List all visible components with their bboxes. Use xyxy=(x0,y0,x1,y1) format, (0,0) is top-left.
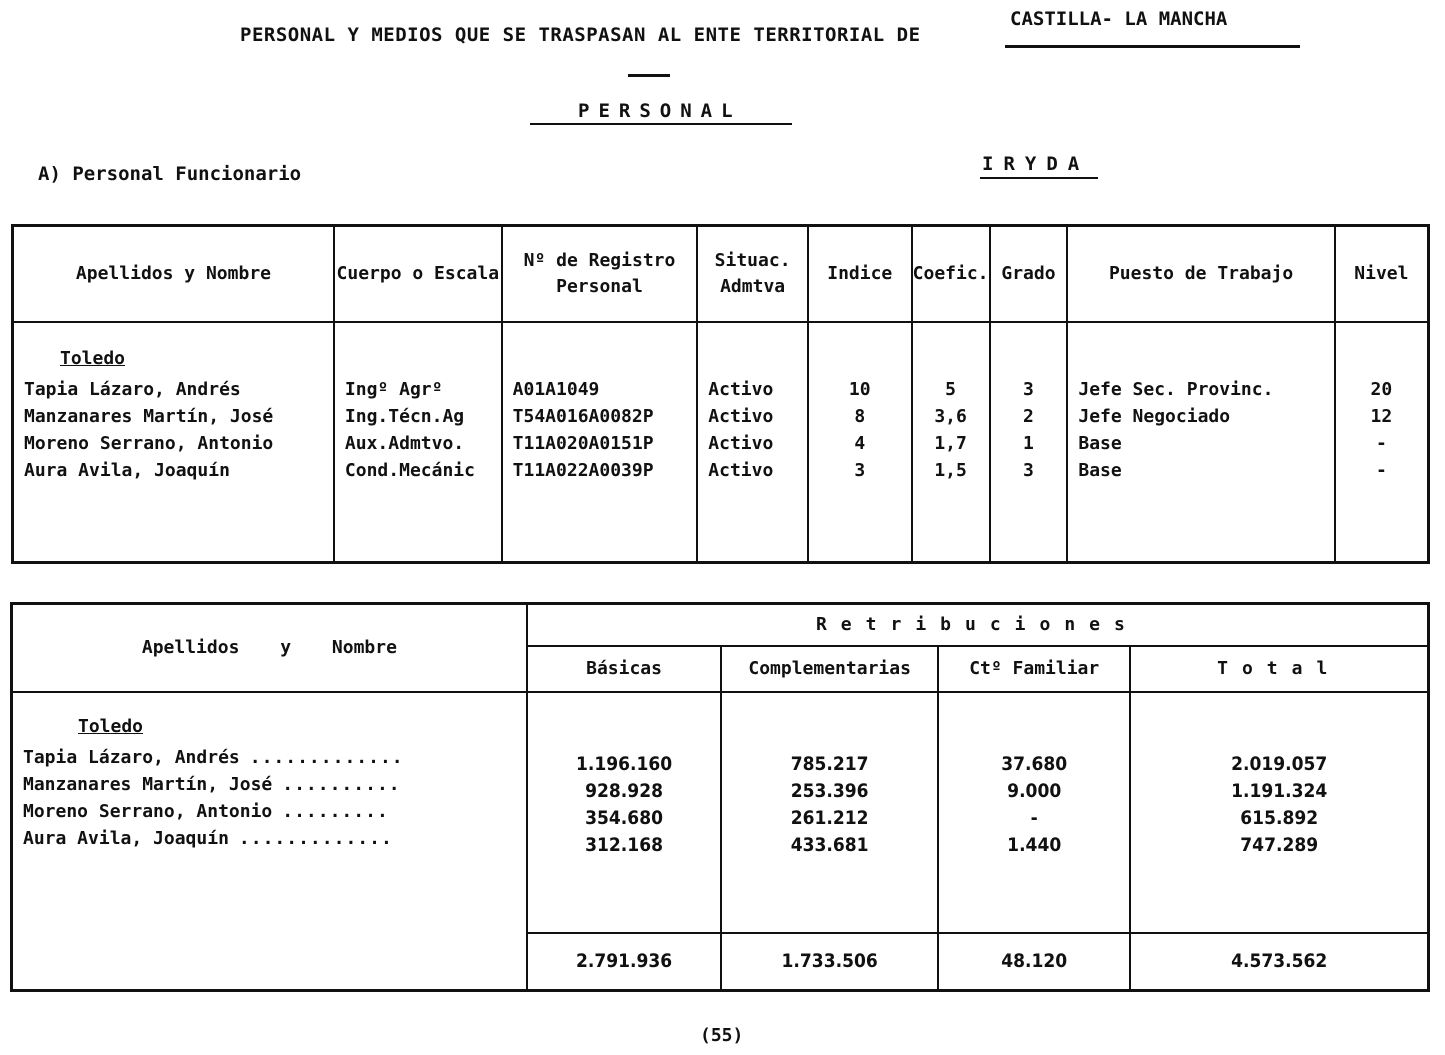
familiar-column xyxy=(938,692,1130,934)
table-row: Aura Avila, Joaquín xyxy=(24,460,230,481)
salary-group-header-row xyxy=(12,604,1429,646)
coeficiente-column xyxy=(912,322,990,563)
cell-registro: T11A022A0039P xyxy=(512,460,654,481)
header-coeficiente: Coefic. xyxy=(912,226,990,323)
cell-puesto: Base xyxy=(1078,433,1122,454)
cell-basicas: 928.928 xyxy=(585,779,663,802)
cell-indice: 10 xyxy=(848,379,871,400)
header-total: Total xyxy=(1130,646,1428,692)
row-name: Tapia Lázaro, Andrés xyxy=(23,746,240,768)
cell-familiar: - xyxy=(1030,806,1038,829)
cell-complementarias: 261.212 xyxy=(790,806,869,829)
table-row xyxy=(23,771,526,798)
header-name: Apellidos y Nombre xyxy=(12,604,527,692)
cell-puesto: Base xyxy=(1078,460,1122,481)
leader-dots: ......... xyxy=(282,800,389,822)
cell-nivel: 12 xyxy=(1370,406,1393,427)
header-indice: Indice xyxy=(808,226,912,323)
header-complementarias: Complementarias xyxy=(721,646,938,692)
nivel-column xyxy=(1335,322,1429,563)
situacion-column xyxy=(697,322,808,563)
row-name: Moreno Serrano, Antonio xyxy=(23,800,273,822)
cell-coeficiente: 1,5 xyxy=(934,460,967,481)
salary-table-body xyxy=(12,692,1429,934)
cell-total: 615.892 xyxy=(1240,806,1319,829)
cell-situacion: Activo xyxy=(708,379,774,400)
header-retribuciones: Retribuciones xyxy=(527,604,1429,646)
header-familiar: Ctº Familiar xyxy=(938,646,1130,692)
indice-column xyxy=(808,322,912,563)
staff-table xyxy=(11,224,1430,564)
document-title: PERSONAL Y MEDIOS QUE SE TRASPASAN AL ENTE TERRITORIAL DE xyxy=(240,24,921,46)
cell-indice: 8 xyxy=(854,406,866,427)
names-column xyxy=(13,322,334,563)
header-grado: Grado xyxy=(990,226,1068,323)
region-name: CASTILLA- LA MANCHA xyxy=(1010,8,1228,30)
cell-coeficiente: 1,7 xyxy=(934,433,967,454)
puesto-column xyxy=(1067,322,1334,563)
staff-table-header xyxy=(13,226,1429,323)
cell-registro: T11A020A0151P xyxy=(512,433,654,454)
cell-indice: 4 xyxy=(854,433,866,454)
header-cuerpo: Cuerpo o Escala xyxy=(334,226,502,323)
location-subheading: Toledo xyxy=(78,715,144,737)
cell-basicas: 312.168 xyxy=(585,833,663,856)
cell-familiar: 9.000 xyxy=(1007,779,1062,802)
location-subheading: Toledo xyxy=(60,348,126,369)
cell-cuerpo: Cond.Mecánic xyxy=(344,460,475,481)
header-name: Apellidos y Nombre xyxy=(13,226,334,323)
page-number: (55) xyxy=(700,1025,744,1046)
header-nivel: Nivel xyxy=(1335,226,1429,323)
table-row: Tapia Lázaro, Andrés xyxy=(24,379,241,400)
organization-name: IRYDA xyxy=(982,153,1090,175)
header-registro: Nº de Registro Personal xyxy=(502,226,698,323)
cell-situacion: Activo xyxy=(708,460,774,481)
header-basicas: Básicas xyxy=(527,646,721,692)
cell-situacion: Activo xyxy=(708,433,774,454)
region-underline xyxy=(1005,45,1300,48)
cell-complementarias: 433.681 xyxy=(790,833,869,856)
cell-cuerpo: Ingº Agrº xyxy=(344,379,443,400)
cell-coeficiente: 5 xyxy=(945,379,956,400)
grado-column xyxy=(990,322,1068,563)
cell-grado: 3 xyxy=(1023,460,1034,481)
cell-indice: 3 xyxy=(854,460,866,481)
names-column xyxy=(12,692,527,991)
total-familiar: 48.120 xyxy=(938,933,1130,991)
total-column xyxy=(1130,692,1428,934)
leader-dots: .......... xyxy=(282,773,401,795)
cell-familiar: 37.680 xyxy=(1001,752,1068,775)
table-row xyxy=(23,744,526,771)
cell-registro: T54A016A0082P xyxy=(512,406,654,427)
salary-table xyxy=(10,602,1430,992)
cell-situacion: Activo xyxy=(708,406,774,427)
table-row xyxy=(23,798,526,825)
table-row xyxy=(23,825,526,852)
cell-coeficiente: 3,6 xyxy=(934,406,967,427)
row-name: Manzanares Martín, José xyxy=(23,773,273,795)
cell-total: 747.289 xyxy=(1240,833,1319,856)
cell-cuerpo: Ing.Técn.Ag xyxy=(344,406,465,427)
table-row: Moreno Serrano, Antonio xyxy=(24,433,274,454)
row-name: Aura Avila, Joaquín xyxy=(23,827,229,849)
section-heading: PERSONAL xyxy=(578,100,742,122)
basicas-column xyxy=(527,692,721,934)
cell-grado: 3 xyxy=(1023,379,1034,400)
total-complementarias: 1.733.506 xyxy=(721,933,938,991)
complementarias-column xyxy=(721,692,938,934)
cell-cuerpo: Aux.Admtvo. xyxy=(344,433,465,454)
cell-grado: 1 xyxy=(1023,433,1034,454)
leader-dots: ............. xyxy=(249,746,404,768)
leader-dots: ............. xyxy=(238,827,393,849)
staff-table-body xyxy=(13,322,1429,563)
cell-familiar: 1.440 xyxy=(1007,833,1062,856)
cell-registro: A01A1049 xyxy=(512,379,600,400)
cell-nivel: - xyxy=(1375,460,1387,481)
cell-total: 1.191.324 xyxy=(1231,779,1328,802)
cell-basicas: 1.196.160 xyxy=(575,752,673,775)
cell-grado: 2 xyxy=(1023,406,1034,427)
header-situacion: Situac. Admtva xyxy=(697,226,808,323)
cell-puesto: Jefe Sec. Provinc. xyxy=(1078,379,1274,400)
separator-dash xyxy=(628,74,670,77)
cell-complementarias: 253.396 xyxy=(790,779,869,802)
organization-underline xyxy=(980,177,1098,179)
cell-puesto: Jefe Negociado xyxy=(1078,406,1231,427)
registro-column xyxy=(502,322,698,563)
subsection-title: A) Personal Funcionario xyxy=(38,163,302,185)
cell-nivel: - xyxy=(1375,433,1387,454)
table-row: Manzanares Martín, José xyxy=(24,406,274,427)
cell-total: 2.019.057 xyxy=(1231,752,1328,775)
grand-total: 4.573.562 xyxy=(1130,933,1428,991)
section-underline xyxy=(530,123,792,125)
total-basicas: 2.791.936 xyxy=(527,933,721,991)
cell-complementarias: 785.217 xyxy=(790,752,869,775)
cell-basicas: 354.680 xyxy=(585,806,663,829)
cuerpo-column xyxy=(334,322,502,563)
cell-nivel: 20 xyxy=(1370,379,1393,400)
header-puesto: Puesto de Trabajo xyxy=(1067,226,1334,323)
